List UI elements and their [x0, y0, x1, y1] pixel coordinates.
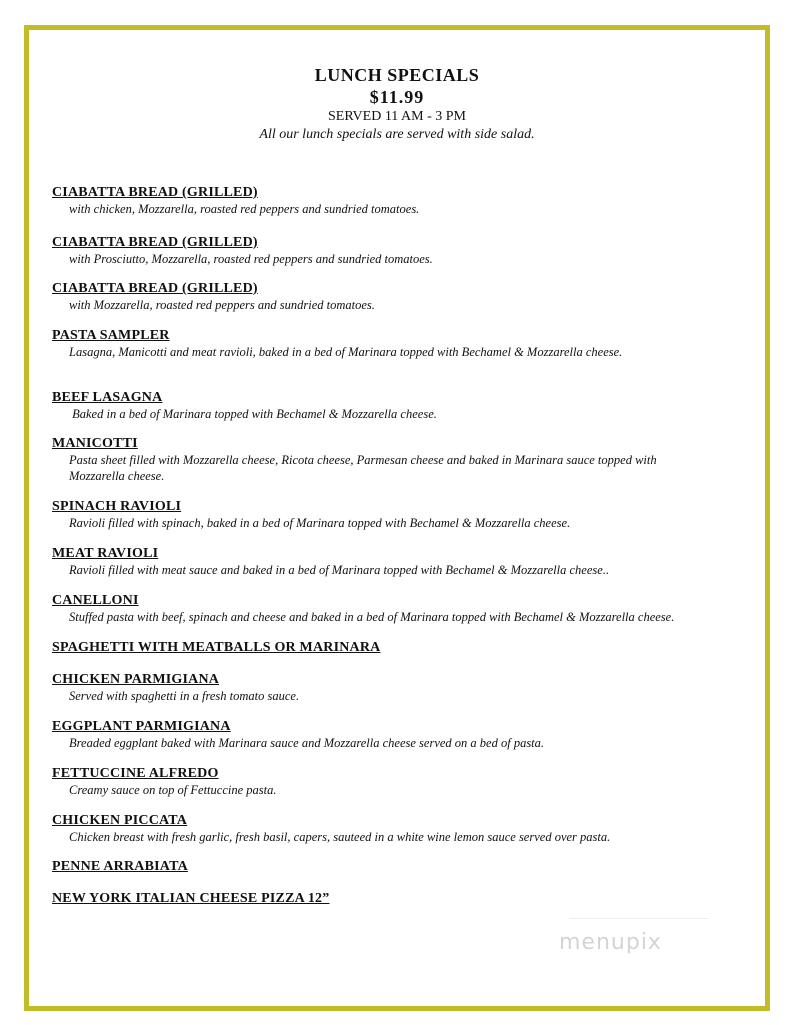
menu-item: [52, 813, 755, 845]
item-description: Baked in a bed of Marinara topped with Bechamel & Mozzarella cheese.: [69, 407, 437, 421]
menu-item: [52, 546, 755, 578]
menu-frame: [24, 25, 770, 1011]
menu-item: [52, 235, 755, 267]
menu-title: LUNCH SPECIALS: [314, 65, 480, 85]
menu-price: $11.99: [369, 87, 425, 107]
menu-item: [52, 390, 755, 422]
menu-item: [52, 328, 755, 360]
item-name: PENNE ARRABIATA: [52, 859, 188, 874]
item-description: with Prosciutto, Mozzarella, roasted red peppers and sundried tomatoes.: [69, 252, 433, 266]
item-name: SPINACH RAVIOLI: [52, 499, 182, 514]
item-name: CIABATTA BREAD (GRILLED): [52, 281, 258, 296]
item-description: Lasagna, Manicotti and meat ravioli, baked in a bed of Marinara topped with Bechamel & Mozzarella cheese.: [69, 345, 623, 359]
item-description: Breaded eggplant baked with Marinara sauce and Mozzarella cheese served on a bed of pasta.: [69, 736, 545, 750]
item-name: CHICKEN PICCATA: [52, 813, 188, 828]
served-hours: SERVED 11 AM - 3 PM: [328, 109, 466, 124]
item-description: Served with spaghetti in a fresh tomato sauce.: [69, 689, 300, 703]
item-description: with chicken, Mozzarella, roasted red peppers and sundried tomatoes.: [69, 202, 420, 216]
item-name: CIABATTA BREAD (GRILLED): [52, 235, 258, 250]
item-name: BEEF LASAGNA: [52, 390, 163, 405]
menupix-watermark: menupix: [559, 930, 662, 955]
item-name: CHICKEN PARMIGIANA: [52, 672, 220, 687]
item-name: CANELLONI: [52, 593, 139, 608]
menu-item: [52, 640, 755, 656]
menu-item: [52, 672, 755, 704]
item-name: EGGPLANT PARMIGIANA: [52, 719, 231, 734]
watermark-divider: [569, 918, 709, 919]
menu-item: [52, 859, 755, 875]
menu-item: [52, 436, 755, 484]
item-name: NEW YORK ITALIAN CHEESE PIZZA 12”: [52, 891, 330, 906]
item-description: Ravioli filled with meat sauce and baked in a bed of Marinara topped with Bechamel & Mozzarella cheese..: [69, 563, 610, 577]
item-description: Chicken breast with fresh garlic, fresh basil, capers, sauteed in a white wine lemon sauce served over pasta.: [69, 830, 611, 844]
menu-item: [52, 185, 755, 217]
item-name: SPAGHETTI WITH MEATBALLS OR MARINARA: [52, 640, 381, 655]
menu-header: [29, 64, 765, 144]
item-name: PASTA SAMPLER: [52, 328, 170, 343]
menu-item: [52, 891, 755, 907]
menu-item: [52, 766, 755, 798]
item-name: FETTUCCINE ALFREDO: [52, 766, 219, 781]
item-description: Stuffed pasta with beef, spinach and cheese and baked in a bed of Marinara topped with Bechamel & Mozzarella cheese.: [69, 610, 675, 624]
item-description: with Mozzarella, roasted red peppers and sundried tomatoes.: [69, 298, 375, 312]
item-name: MEAT RAVIOLI: [52, 546, 159, 561]
item-description: Pasta sheet filled with Mozzarella cheese, Ricota cheese, Parmesan cheese and baked in Marinara sauce topped with Mozzarella cheese.: [69, 453, 657, 483]
item-description: Ravioli filled with spinach, baked in a bed of Marinara topped with Bechamel & Mozzarella cheese.: [69, 516, 571, 530]
menu-item: [52, 593, 755, 625]
menu-item: [52, 719, 755, 751]
item-name: CIABATTA BREAD (GRILLED): [52, 185, 258, 200]
menu-item: [52, 499, 755, 531]
menu-item: [52, 281, 755, 313]
item-description: Creamy sauce on top of Fettuccine pasta.: [69, 783, 277, 797]
side-salad-note: All our lunch specials are served with side salad.: [259, 127, 535, 142]
item-name: MANICOTTI: [52, 436, 138, 451]
